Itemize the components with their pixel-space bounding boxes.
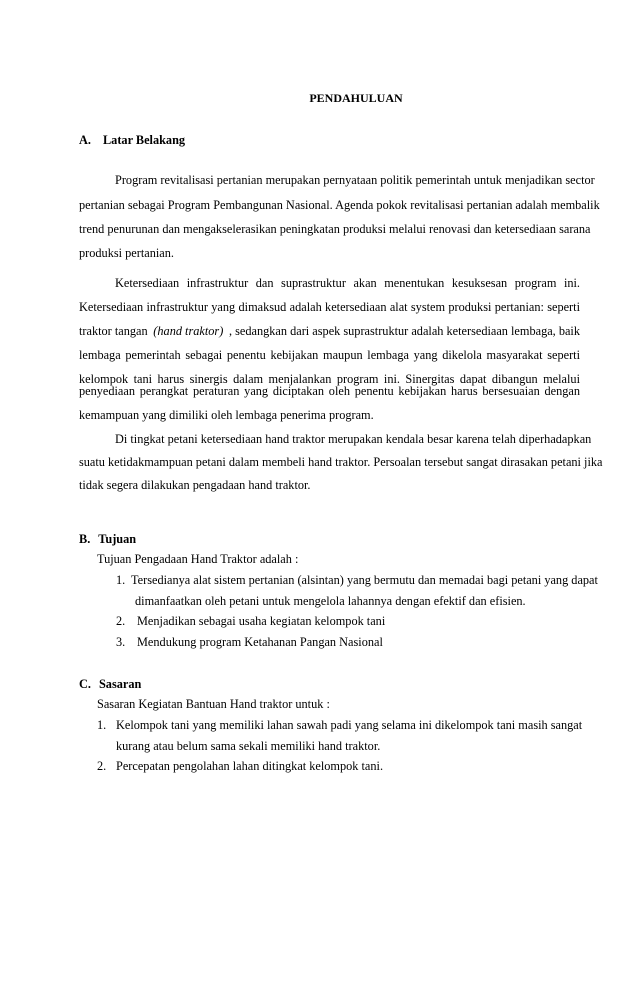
list-item-line: Tersedianya alat sistem pertanian (alsintan) yang bermutu dan memadai bagi petani yang dapat <box>131 573 598 587</box>
section-c-letter: C. <box>79 677 91 691</box>
paragraph-line: kelompok tani harus sinergis dalam menjalankan program ini. Sinergitas dapat dibangun melalui <box>79 372 580 386</box>
section-b-heading <box>79 532 136 547</box>
text-segment: traktor tangan <box>79 324 148 338</box>
paragraph-line <box>79 324 580 338</box>
paragraph-line: trend penurunan dan mengakselerasikan peningkatan produksi melalui renovasi dan ketersediaan sarana <box>79 222 591 236</box>
paragraph-line: produksi pertanian. <box>79 246 174 260</box>
section-c-heading <box>79 677 141 692</box>
list-number: 1. <box>116 573 126 587</box>
paragraph-line: Di tingkat petani ketersediaan hand traktor merupakan kendala besar karena telah diperhadapkan <box>115 432 592 446</box>
section-b-letter: B. <box>79 532 91 546</box>
list-item-line: Percepatan pengolahan lahan ditingkat kelompok tani. <box>116 759 384 773</box>
section-c-intro: Sasaran Kegiatan Bantuan Hand traktor untuk : <box>97 697 330 711</box>
section-a-letter: A. <box>79 133 91 147</box>
section-b-intro: Tujuan Pengadaan Hand Traktor adalah : <box>97 552 299 566</box>
paragraph-line: pertanian sebagai Program Pembangunan Nasional. Agenda pokok revitalisasi pertanian adalah membalik <box>79 198 600 212</box>
list-number: 3. <box>116 635 126 649</box>
paragraph-line: penyediaan perangkat peraturan yang diciptakan oleh penentu kebijakan harus bersesuaian dengan <box>79 384 580 398</box>
section-a-heading <box>79 133 185 148</box>
list-item-line: kurang atau belum sama sekali memiliki hand traktor. <box>116 739 381 753</box>
italic-term: (hand traktor) <box>153 324 224 338</box>
paragraph-line: Ketersediaan infrastruktur dan suprastruktur akan menentukan kesuksesan program ini. <box>115 276 580 290</box>
list-number: 2. <box>97 759 107 773</box>
text-segment: , sedangkan dari aspek suprastruktur adalah ketersediaan lembaga, baik <box>228 324 580 338</box>
list-item-line: dimanfaatkan oleh petani untuk mengelola lahannya dengan efektif dan efisien. <box>135 594 526 608</box>
list-item-line: Mendukung program Ketahanan Pangan Nasional <box>137 635 383 649</box>
list-item-line: Menjadikan sebagai usaha kegiatan kelompok tani <box>137 614 386 628</box>
list-number: 1. <box>97 718 107 732</box>
paragraph-line: Program revitalisasi pertanian merupakan pernyataan politik pemerintah untuk menjadikan sector <box>115 173 595 187</box>
list-item-line: Kelompok tani yang memiliki lahan sawah padi yang selama ini dikelompok tani masih sangat <box>116 718 583 732</box>
section-a-title: Latar Belakang <box>102 133 186 147</box>
paragraph-line: suatu ketidakmampuan petani dalam membeli hand traktor. Persoalan tersebut sangat dirasakan petani jika <box>79 455 603 469</box>
paragraph-line: tidak segera dilakukan pengadaan hand traktor. <box>79 478 311 492</box>
page-title: PENDAHULUAN <box>309 91 403 105</box>
section-b-title: Tujuan <box>98 532 137 546</box>
paragraph-line: Ketersediaan infrastruktur yang dimaksud adalah ketersediaan alat system produksi pertanian: seperti <box>79 300 580 314</box>
paragraph-line: kemampuan yang dimiliki oleh lembaga penerima program. <box>79 408 374 422</box>
list-number: 2. <box>116 614 126 628</box>
paragraph-line: lembaga pemerintah sebagai penentu kebijakan maupun lembaga yang dikelola masyarakat seperti <box>79 348 580 362</box>
section-c-title: Sasaran <box>98 677 142 691</box>
